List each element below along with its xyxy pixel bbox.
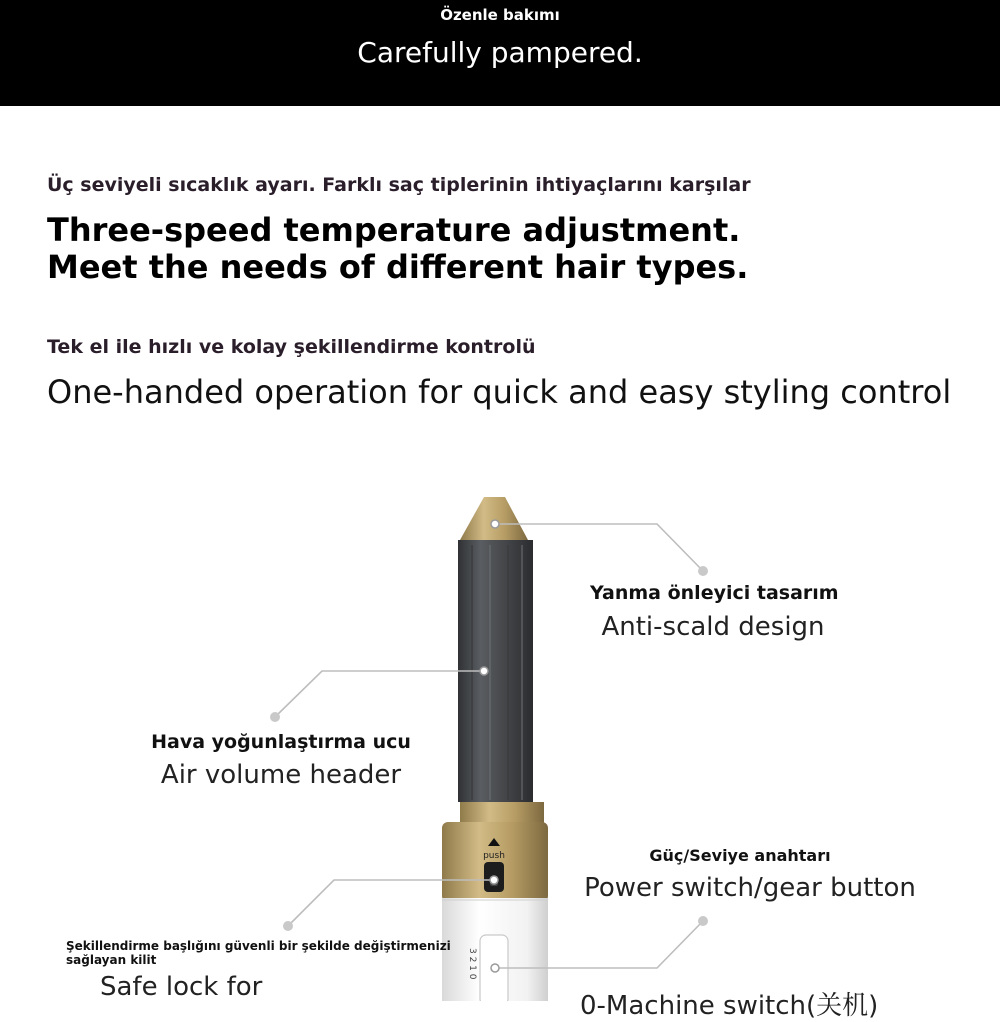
safe-lock-label-turkish: Şekillendirme başlığını güvenli bir şekilde değiştirmenizi sağlayan kilit <box>66 939 451 967</box>
banner-subtitle: Özenle bakımı <box>440 6 560 24</box>
push-label: push <box>483 851 505 861</box>
power-switch-label-turkish: Güç/Seviye anahtarı <box>649 846 831 865</box>
temperature-heading-line2: Meet the needs of different hair types. <box>47 248 749 286</box>
temperature-subtitle-turkish: Üç seviyeli sıcaklık ayarı. Farklı saç tiplerinin ihtiyaçlarını karşılar <box>47 174 751 196</box>
anti-scald-label-turkish: Yanma önleyici tasarım <box>590 582 839 604</box>
air-volume-label-turkish: Hava yoğunlaştırma ucu <box>151 731 411 753</box>
operation-heading: One-handed operation for quick and easy styling control <box>47 373 952 411</box>
nozzle-tip <box>460 497 528 540</box>
temperature-heading-line1: Three-speed temperature adjustment. <box>47 211 741 249</box>
power-switch-label: Power switch/gear button <box>584 873 916 903</box>
anti-scald-label: Anti-scald design <box>601 612 825 642</box>
operation-subtitle-turkish: Tek el ile hızlı ve kolay şekillendirme kontrolü <box>47 336 536 358</box>
air-volume-label: Air volume header <box>160 760 402 790</box>
machine-switch-label: 0-Machine switch(关机) <box>580 991 879 1021</box>
banner-title: Carefully pampered. <box>357 36 643 69</box>
safe-lock-label: Safe lock for <box>100 972 263 1002</box>
gear-marks: 3 2 1 0 <box>467 948 477 980</box>
gold-collar <box>460 802 544 824</box>
